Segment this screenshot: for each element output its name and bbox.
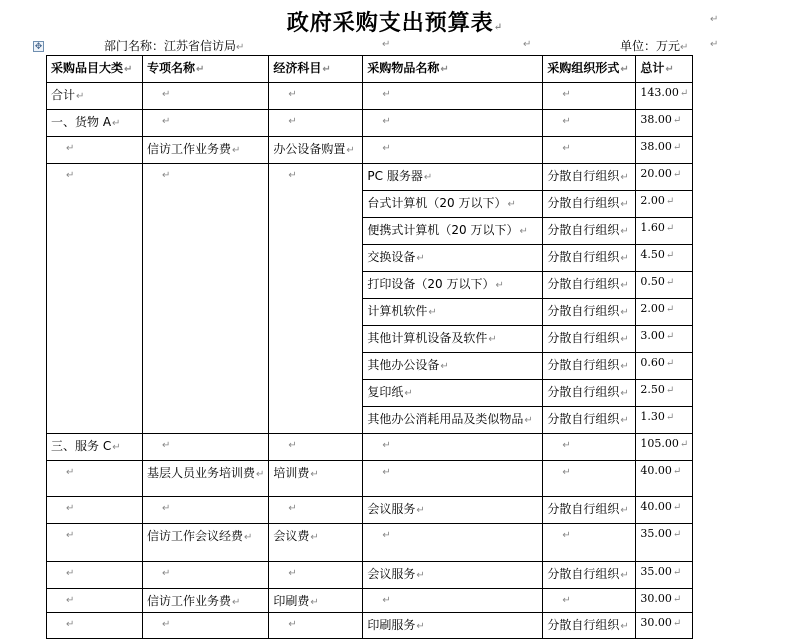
paragraph-mark-icon: ↵ [162, 170, 171, 181]
subject-cell[interactable] [269, 524, 363, 562]
item-name-cell[interactable] [363, 562, 543, 589]
total-cell-text: 2.50 [640, 383, 665, 396]
item-name-cell[interactable] [363, 299, 543, 326]
item-name-cell[interactable] [363, 461, 543, 497]
form-cell[interactable] [543, 353, 636, 380]
column-header-3[interactable] [363, 56, 543, 83]
paragraph-mark-icon: ↵ [562, 530, 571, 541]
form-cell[interactable] [543, 380, 636, 407]
category-cell[interactable] [47, 524, 143, 562]
table-row [47, 164, 693, 191]
item-name-cell[interactable] [363, 191, 543, 218]
paragraph-mark-icon: ↵ [620, 199, 629, 210]
paragraph-mark-icon: ↵ [665, 358, 675, 369]
paragraph-mark-icon: ↵ [665, 304, 675, 315]
paragraph-mark-icon: ↵ [493, 22, 504, 33]
page-title [0, 6, 790, 37]
total-cell-text: 30.00 [640, 592, 672, 605]
subject-cell-text: 印刷费 [273, 594, 310, 608]
table-move-handle-icon[interactable]: ✥ [34, 42, 43, 52]
total-cell[interactable] [636, 434, 693, 461]
project-cell-text: 信访工作会议经费 [147, 529, 244, 543]
item-name-cell[interactable] [363, 613, 543, 639]
total-cell-text: 30.00 [640, 616, 672, 629]
item-name-cell[interactable] [363, 326, 543, 353]
paragraph-mark-icon: ↵ [382, 89, 391, 100]
subject-cell[interactable] [269, 613, 363, 639]
table-row [47, 589, 693, 613]
paragraph-mark-icon: ↵ [710, 14, 719, 25]
total-cell[interactable] [636, 245, 693, 272]
paragraph-mark-icon: ↵ [562, 143, 571, 154]
paragraph-mark-icon: ↵ [620, 64, 629, 75]
category-cell[interactable] [47, 562, 143, 589]
paragraph-mark-icon: ↵ [620, 388, 629, 399]
paragraph-mark-icon: ↵ [495, 280, 504, 291]
paragraph-mark-icon: ↵ [488, 334, 497, 345]
paragraph-mark-icon: ↵ [423, 172, 433, 183]
project-cell[interactable] [143, 524, 269, 562]
paragraph-mark-icon: ↵ [66, 595, 75, 606]
paragraph-mark-icon: ↵ [288, 89, 297, 100]
paragraph-mark-icon: ↵ [680, 42, 689, 53]
form-cell-text: 分散自行组织 [547, 567, 620, 581]
form-cell[interactable] [543, 562, 636, 589]
total-cell[interactable] [636, 353, 693, 380]
paragraph-mark-icon: ↵ [310, 597, 319, 608]
paragraph-mark-icon: ↵ [620, 570, 629, 581]
paragraph-mark-icon: ↵ [112, 118, 121, 129]
subject-cell[interactable] [269, 110, 363, 137]
paragraph-mark-icon: ↵ [507, 199, 516, 210]
paragraph-mark-icon: ↵ [440, 361, 449, 372]
form-cell[interactable] [543, 613, 636, 639]
column-header-1-text: 专项名称 [147, 61, 196, 75]
total-cell[interactable] [636, 407, 693, 434]
form-cell[interactable] [543, 524, 636, 562]
item-name-cell[interactable] [363, 407, 543, 434]
paragraph-mark-icon: ↵ [562, 595, 571, 606]
total-cell-text: 1.60 [640, 221, 665, 234]
total-row [47, 83, 693, 110]
total-cell-text: 40.00 [640, 500, 672, 513]
form-cell-text: 分散自行组织 [547, 412, 620, 426]
paragraph-mark-icon: ↵ [66, 143, 75, 154]
total-cell[interactable] [636, 461, 693, 497]
paragraph-mark-icon: ↵ [66, 467, 75, 478]
project-cell[interactable] [143, 137, 269, 164]
item-name-cell-text: 便携式计算机（20 万以下） [367, 223, 519, 237]
form-cell[interactable] [543, 245, 636, 272]
paragraph-mark-icon: ↵ [232, 145, 241, 156]
column-header-1[interactable] [143, 56, 269, 83]
paragraph-mark-icon: ↵ [428, 307, 437, 318]
total-cell-text: 4.50 [640, 248, 665, 261]
item-name-cell[interactable] [363, 83, 543, 110]
paragraph-mark-icon: ↵ [665, 385, 675, 396]
paragraph-mark-icon: ↵ [322, 64, 331, 75]
form-cell[interactable] [543, 497, 636, 524]
paragraph-mark-icon: ↵ [404, 388, 413, 399]
item-name-cell[interactable] [363, 434, 543, 461]
form-cell[interactable] [543, 589, 636, 613]
paragraph-mark-icon: ↵ [523, 39, 532, 50]
form-cell[interactable] [543, 110, 636, 137]
project-cell-text: 基层人员业务培训费 [147, 466, 256, 480]
paragraph-mark-icon: ↵ [679, 439, 689, 450]
item-name-cell-text: 会议服务 [367, 502, 416, 516]
paragraph-mark-icon: ↵ [236, 42, 245, 53]
form-cell-text: 分散自行组织 [547, 385, 620, 399]
project-cell[interactable] [143, 164, 269, 434]
item-name-cell[interactable] [363, 164, 543, 191]
item-name-cell[interactable] [363, 110, 543, 137]
item-name-cell[interactable] [363, 589, 543, 613]
form-cell[interactable] [543, 137, 636, 164]
paragraph-mark-icon: ↵ [288, 170, 297, 181]
item-name-cell-text: 计算机软件 [367, 304, 428, 318]
paragraph-mark-icon: ↵ [620, 280, 629, 291]
total-cell[interactable] [636, 299, 693, 326]
paragraph-mark-icon: ↵ [162, 568, 171, 579]
project-cell-text: 信访工作业务费 [147, 142, 232, 156]
total-cell[interactable] [636, 380, 693, 407]
category-cell[interactable] [47, 589, 143, 613]
paragraph-mark-icon: ↵ [665, 196, 675, 207]
total-cell-text: 35.00 [640, 565, 672, 578]
item-name-cell-text: 交换设备 [367, 250, 416, 264]
paragraph-mark-icon: ↵ [524, 415, 533, 426]
category-cell-text: 合计 [51, 88, 76, 102]
paragraph-mark-icon: ↵ [620, 505, 629, 516]
paragraph-mark-icon: ↵ [66, 568, 75, 579]
paragraph-mark-icon: ↵ [310, 469, 319, 480]
paragraph-mark-icon: ↵ [162, 440, 171, 451]
table-row [47, 137, 693, 164]
column-header-0-text: 采购品目大类 [51, 61, 124, 75]
project-cell[interactable] [143, 434, 269, 461]
total-cell[interactable] [636, 326, 693, 353]
paragraph-mark-icon: ↵ [416, 253, 425, 264]
project-cell[interactable] [143, 461, 269, 497]
paragraph-mark-icon: ↵ [620, 226, 629, 237]
form-cell[interactable] [543, 83, 636, 110]
paragraph-mark-icon: ↵ [679, 88, 689, 99]
total-cell-text: 105.00 [640, 437, 679, 450]
project-cell-text: 信访工作业务费 [147, 594, 232, 608]
item-name-cell[interactable] [363, 524, 543, 562]
total-cell-text: 0.60 [640, 356, 665, 369]
item-name-cell[interactable] [363, 353, 543, 380]
form-cell-text: 分散自行组织 [547, 223, 620, 237]
form-cell[interactable] [543, 461, 636, 497]
column-header-5[interactable] [636, 56, 693, 83]
paragraph-mark-icon: ↵ [416, 505, 425, 516]
form-cell[interactable] [543, 218, 636, 245]
paragraph-mark-icon: ↵ [66, 170, 75, 181]
item-name-cell-text: 复印纸 [367, 385, 404, 399]
paragraph-mark-icon: ↵ [162, 503, 171, 514]
form-cell[interactable] [543, 407, 636, 434]
total-cell[interactable] [636, 589, 693, 613]
paragraph-mark-icon: ↵ [382, 116, 391, 127]
paragraph-mark-icon: ↵ [288, 503, 297, 514]
paragraph-mark-icon: ↵ [232, 597, 241, 608]
category-cell[interactable] [47, 110, 143, 137]
paragraph-mark-icon: ↵ [66, 530, 75, 541]
paragraph-mark-icon: ↵ [665, 331, 675, 342]
total-cell-text: 143.00 [640, 86, 679, 99]
department-label [104, 37, 244, 54]
paragraph-mark-icon: ↵ [382, 143, 391, 154]
category-cell[interactable] [47, 137, 143, 164]
item-name-cell[interactable] [363, 272, 543, 299]
form-cell-text: 分散自行组织 [547, 304, 620, 318]
paragraph-mark-icon: ↵ [66, 503, 75, 514]
column-header-3-text: 采购物品名称 [367, 61, 440, 75]
paragraph-mark-icon: ↵ [382, 595, 391, 606]
total-cell[interactable] [636, 272, 693, 299]
item-name-cell[interactable] [363, 218, 543, 245]
form-cell-text: 分散自行组织 [547, 250, 620, 264]
total-cell[interactable] [636, 191, 693, 218]
form-cell-text: 分散自行组织 [547, 169, 620, 183]
total-cell[interactable] [636, 164, 693, 191]
paragraph-mark-icon: ↵ [519, 226, 528, 237]
budget-table [46, 55, 693, 639]
form-cell[interactable] [543, 272, 636, 299]
paragraph-mark-icon: ↵ [620, 172, 629, 183]
paragraph-mark-icon: ↵ [162, 116, 171, 127]
table-row [47, 461, 693, 497]
subject-cell[interactable] [269, 562, 363, 589]
paragraph-mark-icon: ↵ [162, 619, 171, 630]
title-text: 政府采购支出预算表 [286, 10, 494, 36]
project-cell[interactable] [143, 110, 269, 137]
paragraph-mark-icon: ↵ [672, 594, 682, 605]
paragraph-mark-icon: ↵ [665, 64, 674, 75]
paragraph-mark-icon: ↵ [672, 115, 682, 126]
total-cell-text: 2.00 [640, 194, 665, 207]
form-cell-text: 分散自行组织 [547, 277, 620, 291]
column-header-4[interactable] [543, 56, 636, 83]
paragraph-mark-icon: ↵ [112, 442, 121, 453]
paragraph-mark-icon: ↵ [288, 619, 297, 630]
total-cell-text: 20.00 [640, 167, 672, 180]
item-name-cell[interactable] [363, 137, 543, 164]
paragraph-mark-icon: ↵ [440, 64, 449, 75]
form-cell[interactable] [543, 299, 636, 326]
total-cell-text: 3.00 [640, 329, 665, 342]
paragraph-mark-icon: ↵ [672, 502, 682, 513]
unit-text: 单位：万元 [620, 39, 681, 53]
paragraph-mark-icon: ↵ [665, 412, 675, 423]
project-cell[interactable] [143, 497, 269, 524]
paragraph-mark-icon: ↵ [288, 440, 297, 451]
category-cell[interactable] [47, 461, 143, 497]
paragraph-mark-icon: ↵ [416, 570, 425, 581]
project-cell[interactable] [143, 589, 269, 613]
column-header-5-text: 总计 [640, 61, 665, 75]
subject-cell[interactable] [269, 497, 363, 524]
table-row [47, 524, 693, 562]
subject-cell[interactable] [269, 589, 363, 613]
column-header-2-text: 经济科目 [273, 61, 322, 75]
paragraph-mark-icon: ↵ [288, 116, 297, 127]
paragraph-mark-icon: ↵ [562, 89, 571, 100]
total-cell[interactable] [636, 562, 693, 589]
form-cell[interactable] [543, 191, 636, 218]
total-cell[interactable] [636, 524, 693, 562]
paragraph-mark-icon: ↵ [672, 567, 682, 578]
table-row [47, 562, 693, 589]
item-name-cell-text: 台式计算机（20 万以下） [367, 196, 507, 210]
column-header-0[interactable] [47, 56, 143, 83]
total-cell[interactable] [636, 497, 693, 524]
subject-cell-text: 会议费 [273, 529, 310, 543]
item-name-cell-text: 其他计算机设备及软件 [367, 331, 488, 345]
item-name-cell[interactable] [363, 245, 543, 272]
total-cell-text: 40.00 [640, 464, 672, 477]
column-header-2[interactable] [269, 56, 363, 83]
paragraph-mark-icon: ↵ [620, 361, 629, 372]
total-cell[interactable] [636, 137, 693, 164]
subject-cell-text: 办公设备购置 [273, 142, 346, 156]
total-cell-text: 0.50 [640, 275, 665, 288]
paragraph-mark-icon: ↵ [665, 277, 675, 288]
paragraph-mark-icon: ↵ [665, 250, 675, 261]
paragraph-mark-icon: ↵ [620, 415, 629, 426]
form-cell-text: 分散自行组织 [547, 618, 620, 632]
item-name-cell[interactable] [363, 497, 543, 524]
subject-cell[interactable] [269, 164, 363, 434]
item-name-cell-text: 其他办公设备 [367, 358, 440, 372]
paragraph-mark-icon: ↵ [620, 334, 629, 345]
category-cell[interactable] [47, 83, 143, 110]
paragraph-mark-icon: ↵ [620, 307, 629, 318]
total-cell-text: 2.00 [640, 302, 665, 315]
subject-cell[interactable] [269, 137, 363, 164]
column-header-4-text: 采购组织形式 [547, 61, 620, 75]
paragraph-mark-icon: ↵ [562, 116, 571, 127]
total-cell[interactable] [636, 218, 693, 245]
subject-cell[interactable] [269, 461, 363, 497]
item-name-cell-text: 其他办公消耗用品及类似物品 [367, 412, 524, 426]
category-cell-text: 三、服务 C [51, 439, 112, 453]
item-name-cell[interactable] [363, 380, 543, 407]
total-cell-text: 1.30 [640, 410, 665, 423]
paragraph-mark-icon: ↵ [310, 532, 319, 543]
paragraph-mark-icon: ↵ [672, 529, 682, 540]
subject-cell-text: 培训费 [273, 466, 310, 480]
paragraph-mark-icon: ↵ [382, 440, 391, 451]
paragraph-mark-icon: ↵ [124, 64, 133, 75]
paragraph-mark-icon: ↵ [710, 39, 719, 50]
subject-cell[interactable] [269, 434, 363, 461]
total-cell[interactable] [636, 83, 693, 110]
paragraph-mark-icon: ↵ [672, 618, 682, 629]
department-text: 部门名称：江苏省信访局 [104, 39, 237, 53]
paragraph-mark-icon: ↵ [620, 253, 629, 264]
table-row [47, 613, 693, 639]
paragraph-mark-icon: ↵ [416, 621, 425, 632]
paragraph-mark-icon: ↵ [562, 440, 571, 451]
paragraph-mark-icon: ↵ [672, 142, 682, 153]
item-name-cell-text: PC 服务器 [367, 169, 423, 183]
form-cell[interactable] [543, 326, 636, 353]
project-cell[interactable] [143, 613, 269, 639]
header-row [47, 56, 693, 83]
paragraph-mark-icon: ↵ [672, 169, 682, 180]
paragraph-mark-icon: ↵ [256, 469, 265, 480]
category-cell-text: 一、货物 A [51, 115, 112, 129]
paragraph-mark-icon: ↵ [382, 39, 391, 50]
paragraph-mark-icon: ↵ [66, 619, 75, 630]
total-cell-text: 38.00 [640, 140, 672, 153]
item-name-cell-text: 打印设备（20 万以下） [367, 277, 495, 291]
paragraph-mark-icon: ↵ [620, 621, 629, 632]
subject-cell[interactable] [269, 83, 363, 110]
category-cell[interactable] [47, 497, 143, 524]
paragraph-mark-icon: ↵ [288, 568, 297, 579]
paragraph-mark-icon: ↵ [196, 64, 205, 75]
total-cell-text: 35.00 [640, 527, 672, 540]
paragraph-mark-icon: ↵ [382, 467, 391, 478]
table-row [47, 434, 693, 461]
total-cell[interactable] [636, 613, 693, 639]
unit-label [620, 37, 688, 54]
form-cell[interactable] [543, 164, 636, 191]
table-row [47, 497, 693, 524]
paragraph-mark-icon: ↵ [382, 530, 391, 541]
paragraph-mark-icon: ↵ [672, 466, 682, 477]
project-cell[interactable] [143, 83, 269, 110]
category-cell[interactable] [47, 613, 143, 639]
form-cell-text: 分散自行组织 [547, 331, 620, 345]
form-cell-text: 分散自行组织 [547, 358, 620, 372]
form-cell[interactable] [543, 434, 636, 461]
paragraph-mark-icon: ↵ [244, 532, 253, 543]
paragraph-mark-icon: ↵ [76, 91, 85, 102]
form-cell-text: 分散自行组织 [547, 502, 620, 516]
total-cell[interactable] [636, 110, 693, 137]
category-cell[interactable] [47, 434, 143, 461]
paragraph-mark-icon: ↵ [346, 145, 355, 156]
item-name-cell-text: 会议服务 [367, 567, 416, 581]
paragraph-mark-icon: ↵ [665, 223, 675, 234]
item-name-cell-text: 印刷服务 [367, 618, 416, 632]
category-cell[interactable] [47, 164, 143, 434]
form-cell-text: 分散自行组织 [547, 196, 620, 210]
paragraph-mark-icon: ↵ [562, 467, 571, 478]
project-cell[interactable] [143, 562, 269, 589]
total-cell-text: 38.00 [640, 113, 672, 126]
table-row [47, 110, 693, 137]
paragraph-mark-icon: ↵ [162, 89, 171, 100]
